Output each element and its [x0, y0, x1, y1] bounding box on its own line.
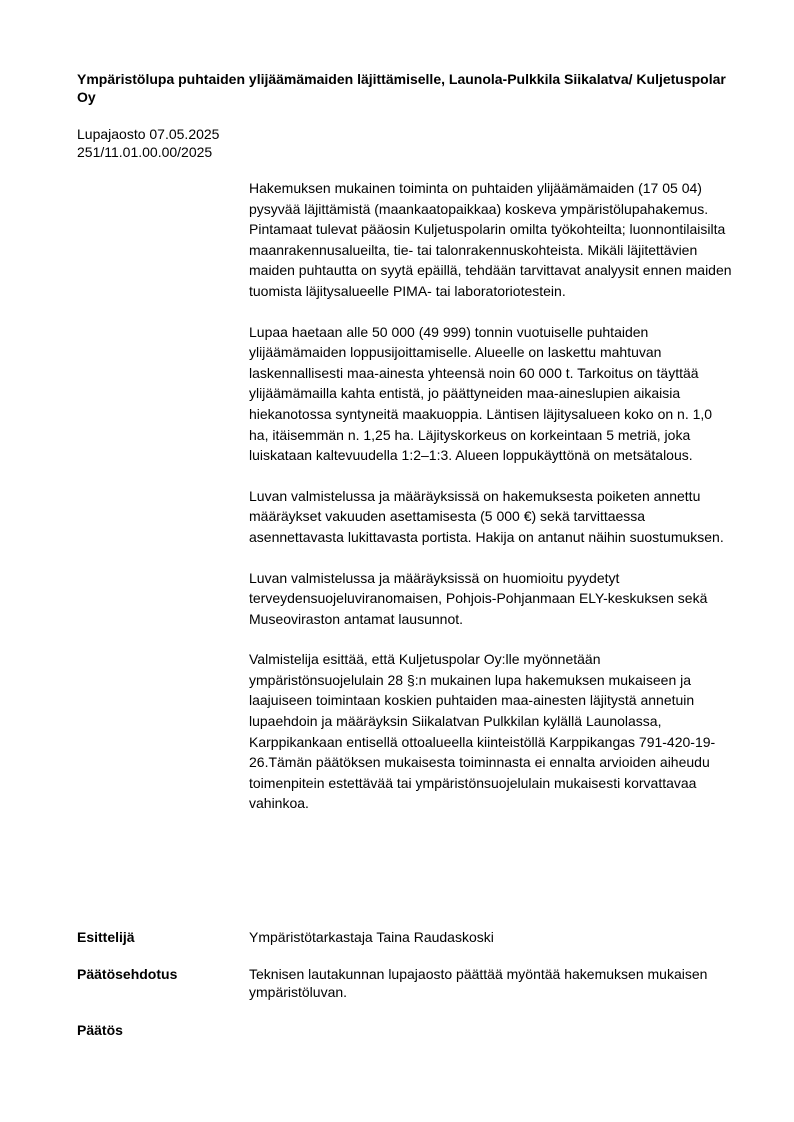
paragraph-activity: Hakemuksen mukainen toiminta on puhtaiden ylijäämämaiden (17 05 04) pysyvää läjittämistä (maankaatopaikkaa) koskeva ympäristölupahakemus. Pintamaat tulevat pääosin Kuljetuspolarin omilta työkohteilta; luonnontilaisilta maanrakennusalueilta, tie- tai talonrakennuskohteista. Mikäli läjitettävien maiden puhtautta on syytä epäillä, tehdään tarvittavat analyysit ennen maiden tuomista läjitysalueelle PIMA- tai laboratoriotestein. [249, 180, 732, 299]
record-number: 251/11.01.00.00/2025 [77, 144, 213, 160]
presenter-value: Ympäristötarkastaja Taina Raudaskoski [249, 929, 494, 945]
paragraph-proposal-rationale: Valmistelija esittää, että Kuljetuspolar Oy:lle myönnetään ympäristönsuojelulain 28 §:n mukainen lupa hakemuksen mukaiseen ja laajuiseen toimintaan koskien puhtaiden maa-ainesten läjitystä annetuin lupaehdoin ja määräyksin Siikalatvan Pulkkilan kylällä Launolassa, Karppikankaan entisellä ottoalueella kiinteistöllä Karppikangas 791-420-19-26.Tämän päätöksen mukaisesta toiminnasta ei ennalta arvioiden aiheudu toimenpitein estettävää tai ympäristönsuojelulain mukaisesti korvattavaa vahinkoa. [249, 651, 716, 812]
meeting-info [77, 125, 219, 161]
meeting-date: Lupajaosto 07.05.2025 [77, 126, 220, 142]
paragraph-deviations: Luvan valmistelussa ja määräyksissä on hakemuksesta poiketen annettu määräykset vakuuden asettamisesta (5 000 €) sekä tarvittaessa asennettavasta lukittavasta portista. Hakija on antanut näihin suostumuksen. [249, 487, 724, 545]
document-title: Ympäristölupa puhtaiden ylijäämämaiden läjittämiselle, Launola-Pulkkila Siikalatva/ Kuljetuspolar Oy [77, 71, 726, 105]
proposal-value: Teknisen lautakunnan lupajaosto päättää myöntää hakemuksen mukaisen ympäristöluvan. [249, 966, 708, 1000]
proposal-label: Päätösehdotus [77, 966, 178, 982]
paragraph-statements: Luvan valmistelussa ja määräyksissä on huomioitu pyydetyt terveydensuojeluviranomaisen, Pohjois-Pohjanmaan ELY-keskuksen sekä Museoviraston antamat lausunnot. [249, 569, 708, 627]
decision-label: Päätös [77, 1022, 123, 1038]
presenter-label: Esittelijä [77, 929, 135, 945]
paragraph-volume: Lupaa haetaan alle 50 000 (49 999) tonnin vuotuiselle puhtaiden ylijäämämaiden loppusijoittamiselle. Alueelle on laskettu mahtuvan laskennallisesti maa-ainesta yhteensä noin 60 000 t. Tarkoitus on täyttää ylijäämämailla kahta entistä, jo päättyneiden maa-aineslupien aikaisia hiekanotossa syntyneitä maakuoppia. Läntisen läjitysalueen koko on n. 1,0 ha, itäisemmän n. 1,25 ha. Läjityskorkeus on korkeintaan 5 metriä, joka luiskataan kaltevuudella 1:2–1:3. Alueen loppukäyttönä on metsätalous. [249, 323, 713, 464]
case-description [249, 178, 733, 834]
